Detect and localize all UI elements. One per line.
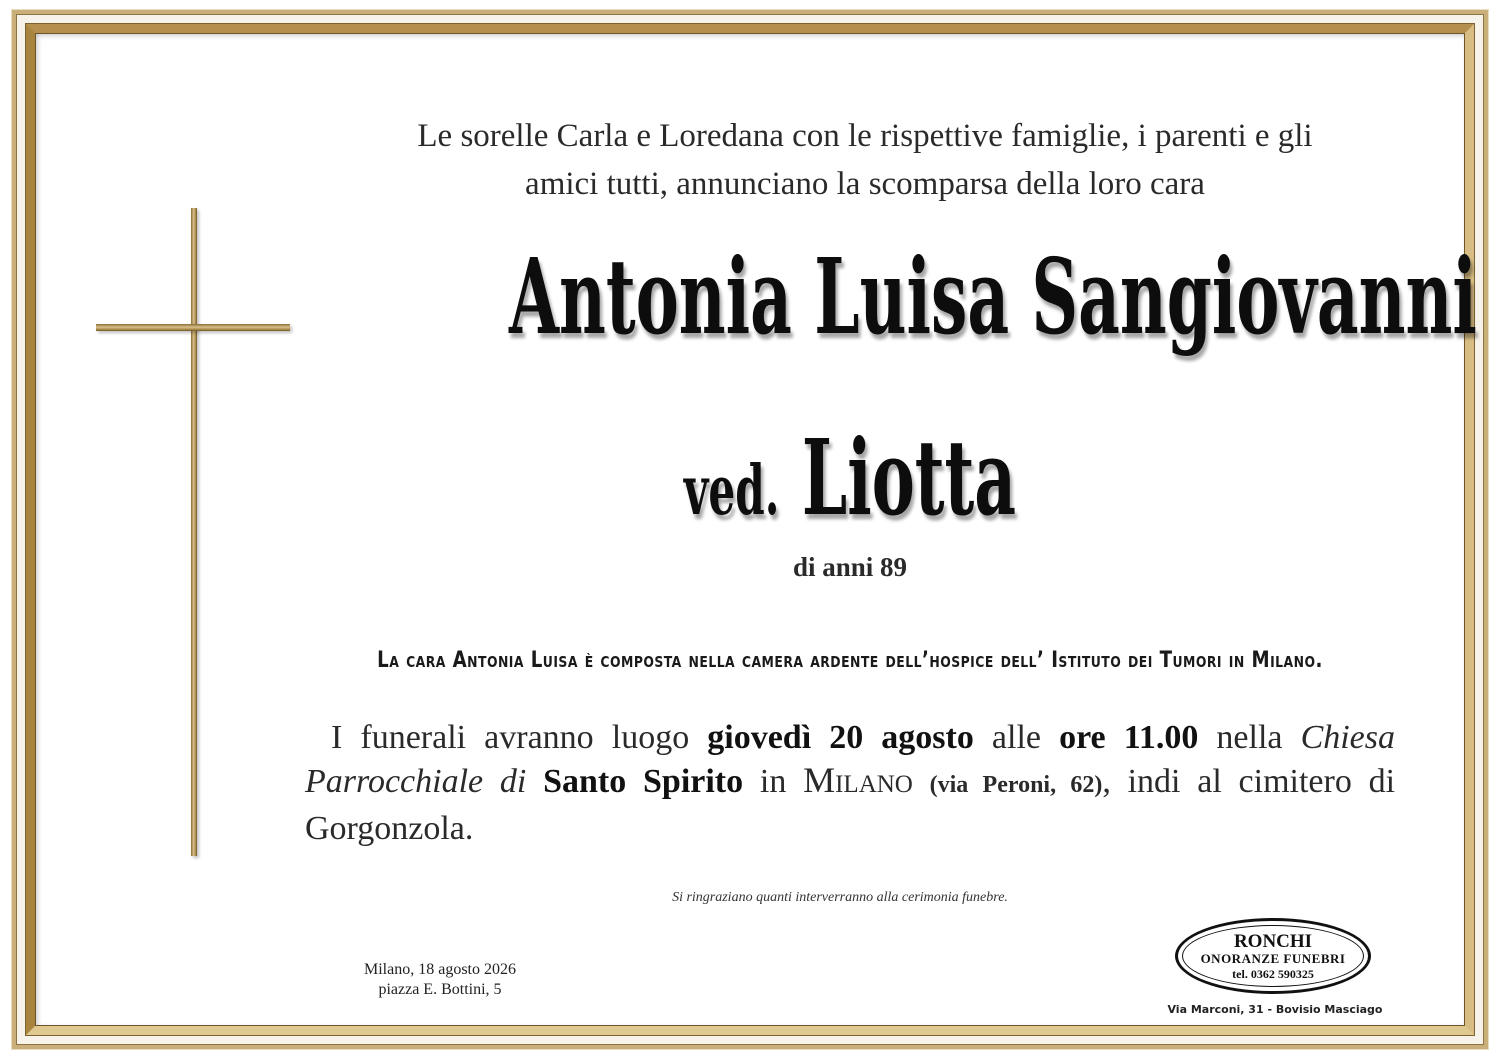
funeral-text-5: in [743, 763, 804, 800]
place-date-line-1: Milano, 18 agosto 2026 [364, 961, 516, 978]
agency-address: Via Marconi, 31 - Bovisio Masciago [1167, 1003, 1383, 1016]
deceased-surname-line [509, 408, 1191, 561]
funeral-city: Milano [803, 760, 913, 800]
logo-inner-ring [1182, 925, 1364, 987]
church-type: Chiesa Parrocchiale di [305, 719, 1396, 800]
intro-line-1: Le sorelle Carla e Loredana con le rispettive famiglie, i parenti e gli [417, 118, 1313, 154]
funeral-time: ore 11.00 [1059, 719, 1199, 756]
funeral-text-7: , indi al cimitero di Gorgonzola. [305, 763, 1396, 847]
funeral-text-2: alle [973, 719, 1060, 756]
place-date [330, 960, 550, 1000]
funeral-date: giovedì 20 agosto [707, 719, 974, 756]
thanks-note: Si ringraziano quanti interverranno alla cerimonia funebre. [672, 890, 1008, 905]
church-name: Santo Spirito [543, 763, 744, 800]
agency-phone: tel. 0362 590325 [1232, 966, 1314, 981]
deceased-name: Antonia Luisa Sangiovanni [509, 235, 1477, 358]
intro-text [330, 112, 1400, 208]
agency-subtitle: ONORANZE FUNEBRI [1200, 950, 1346, 966]
chapel-notice: La cara Antonia Luisa è composta nella camera ardente dell’hospice dell’ Istituto dei Tumori in Milano. [377, 648, 1323, 673]
funeral-text-6 [913, 763, 930, 800]
funeral-details [305, 716, 1395, 850]
cross-icon-bar [96, 324, 290, 331]
agency-logo [1175, 918, 1371, 994]
place-date-line-2: piazza E. Bottini, 5 [378, 981, 502, 998]
agency-name: RONCHI [1233, 930, 1313, 952]
intro-line-2: amici tutti, annunciano la scomparsa della loro cara [525, 166, 1205, 202]
funeral-text-4 [526, 763, 543, 800]
cross-icon [191, 208, 197, 856]
widow-prefix: ved. [683, 451, 780, 531]
funeral-text-1: I funerali avranno luogo [331, 719, 708, 756]
deceased-surname: Liotta [801, 416, 1017, 539]
funeral-text-3: nella [1198, 719, 1301, 756]
age-text: di anni 89 [792, 552, 908, 582]
church-address: (via Peroni, 62) [929, 772, 1103, 798]
